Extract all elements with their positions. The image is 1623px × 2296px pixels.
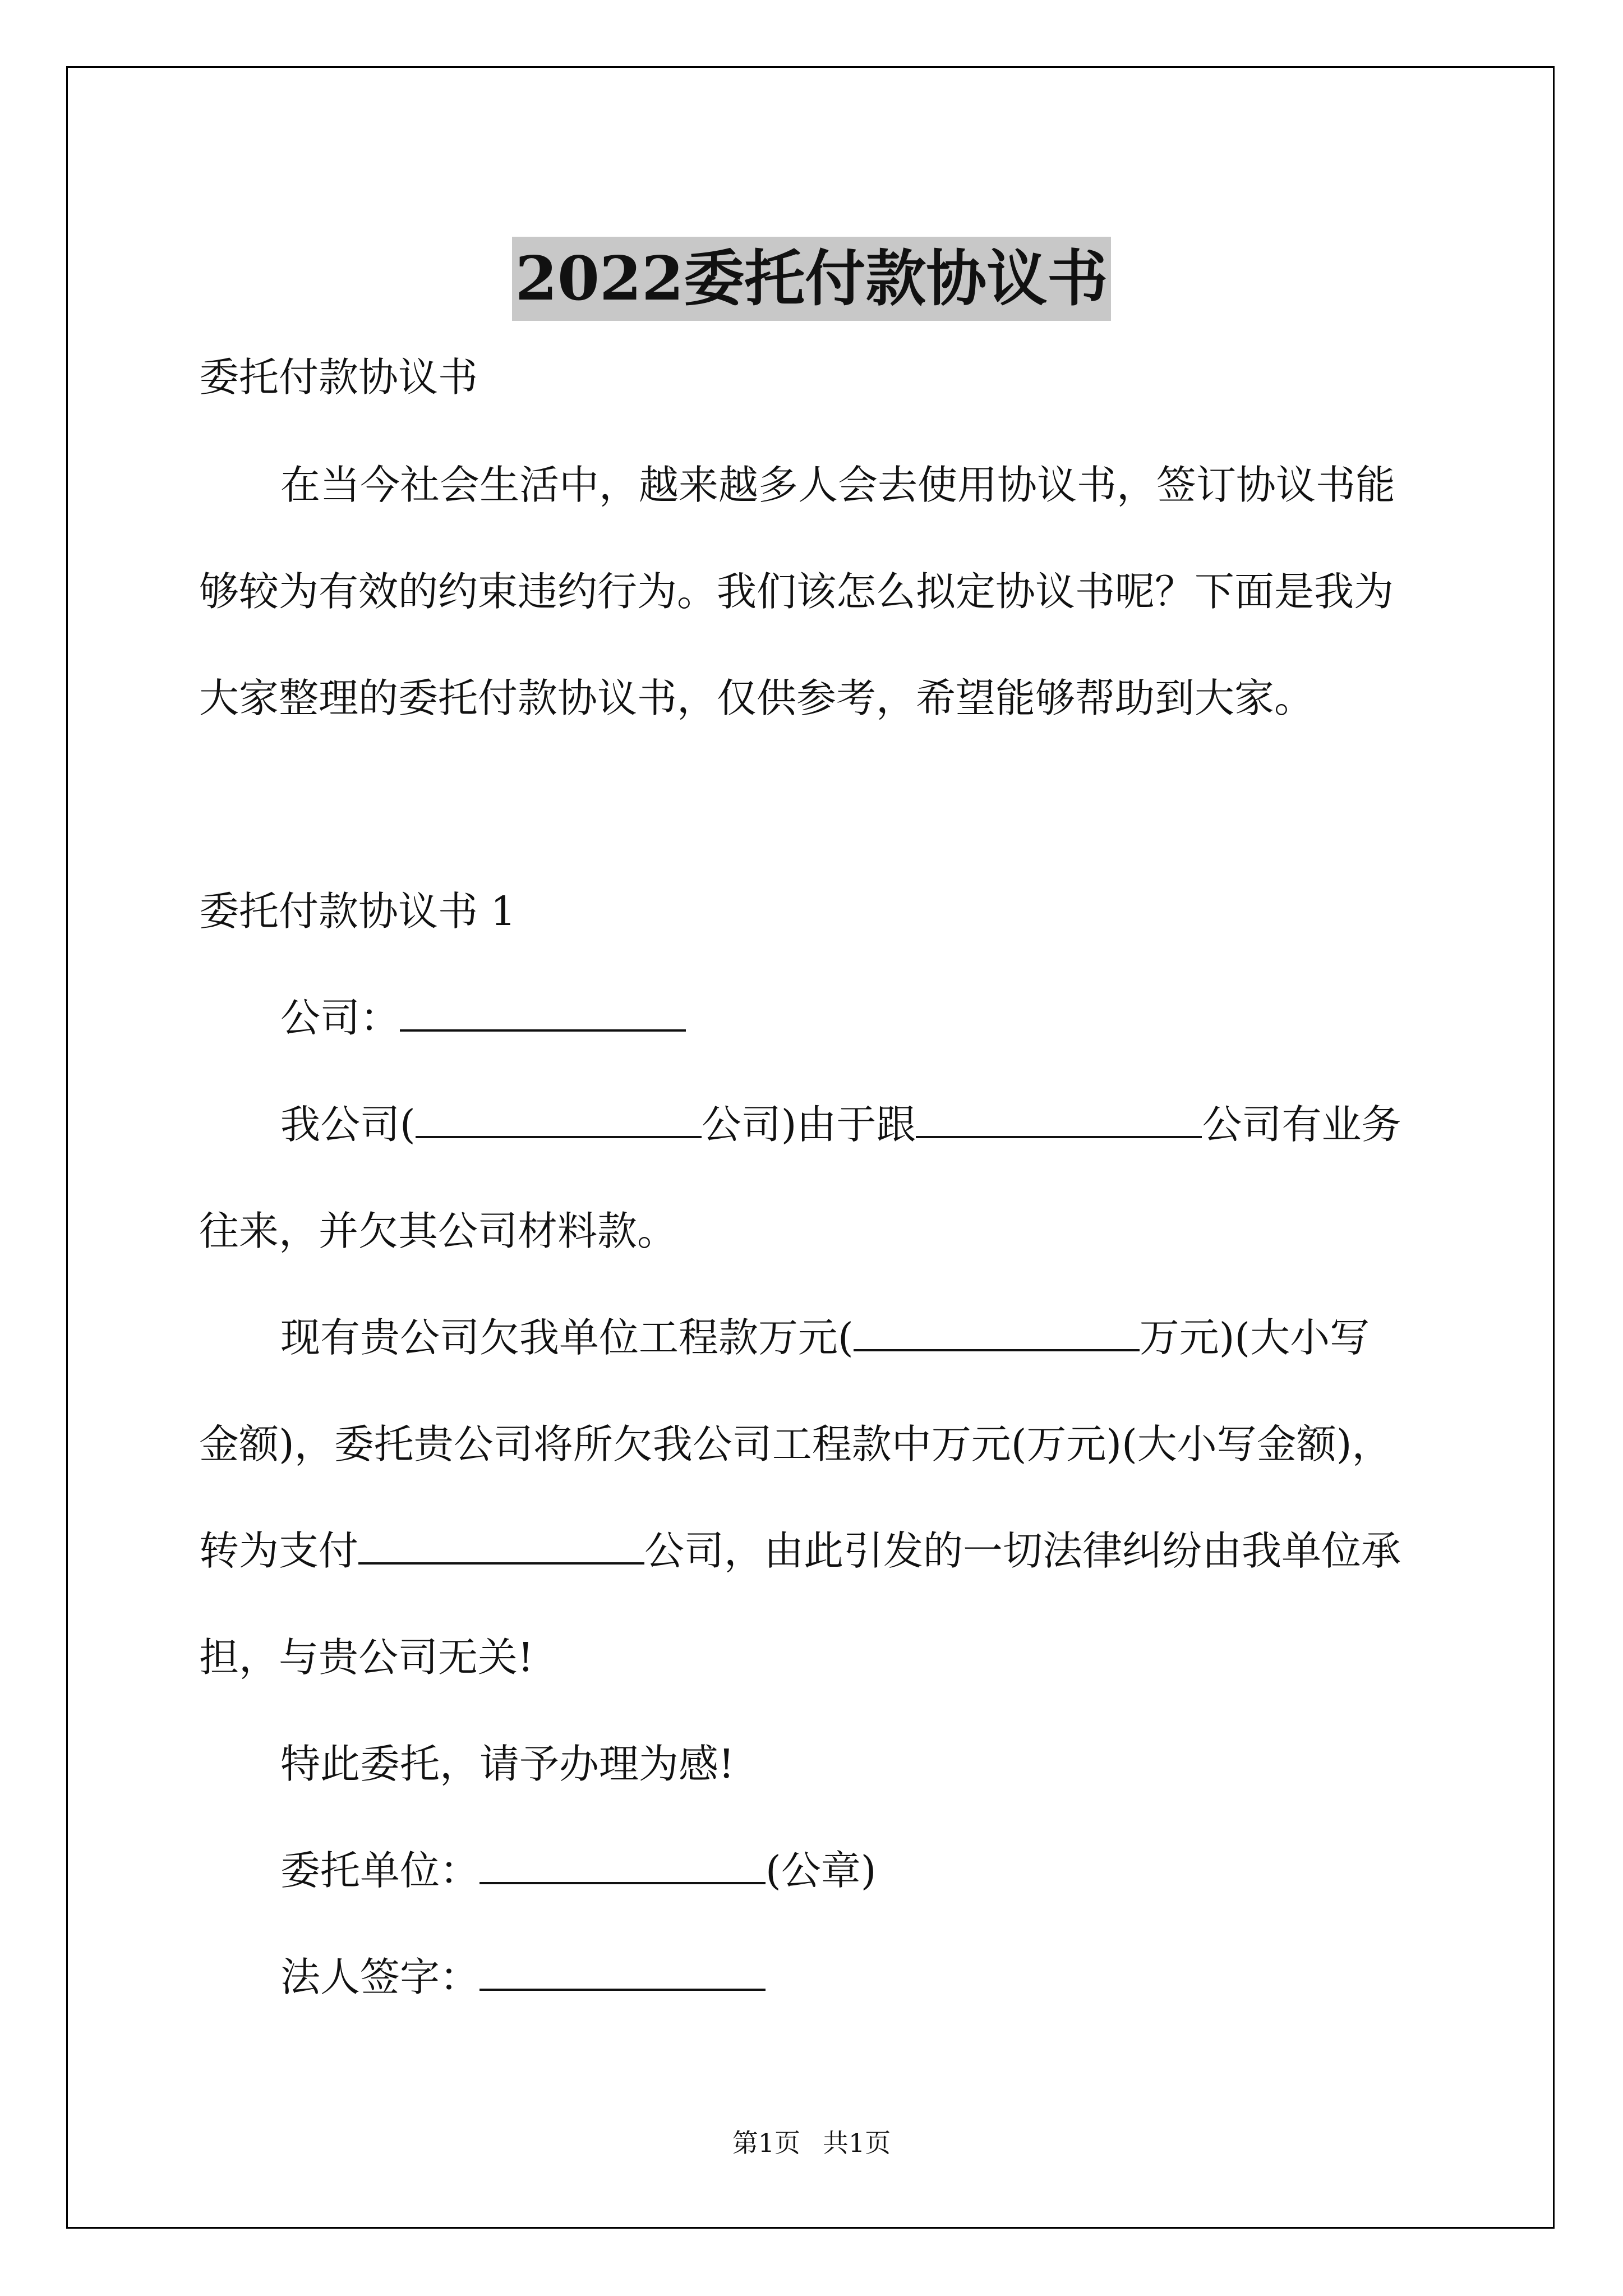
company-blank <box>400 993 686 1032</box>
para1-part3: 公司有业务 <box>1202 1101 1401 1148</box>
para1-line-2: 往来，并欠其公司材料款。 <box>199 1208 677 1254</box>
page-number: 第1页 <box>732 2128 800 2158</box>
client-line <box>280 1843 876 1899</box>
para1-part2: 公司)由于跟 <box>701 1101 916 1148</box>
para2-part2: 万元)(大小写 <box>1139 1314 1370 1361</box>
client-label: 委托单位： <box>280 1847 480 1894</box>
intro-line-2: 够较为有效的约束违约行为。我们该怎么拟定协议书呢？下面是我为 <box>199 568 1394 615</box>
page-total: 共1页 <box>823 2128 891 2158</box>
amount-blank <box>854 1313 1140 1351</box>
para1-line-1 <box>280 1097 1401 1153</box>
own-company-blank <box>416 1100 702 1138</box>
section1-heading: 委托付款协议书 1 <box>199 888 516 935</box>
para2-line-2: 金额)，委托贵公司将所欠我公司工程款中万元(万元)(大小写金额)， <box>199 1421 1392 1467</box>
para2-line3-part2: 公司，由此引发的一切法律纠纷由我单位承 <box>644 1527 1401 1574</box>
partner-company-blank <box>916 1100 1202 1138</box>
intro-line-1: 在当今社会生活中，越来越多人会去使用协议书，签订协议书能 <box>280 462 1396 508</box>
para1-part1: 我公司( <box>280 1101 416 1148</box>
para2-line3-part1: 转为支付 <box>199 1527 359 1574</box>
company-line <box>280 990 686 1046</box>
intro-line-3: 大家整理的委托付款协议书，仅供参考，希望能够帮助到大家。 <box>199 675 1315 721</box>
intro-heading: 委托付款协议书 <box>199 354 478 401</box>
legal-signature-blank <box>479 1953 766 1991</box>
para2-line-1 <box>280 1310 1370 1366</box>
legal-label: 法人签字： <box>280 1954 480 2000</box>
client-blank <box>479 1846 766 1884</box>
para2-line-4: 担，与贵公司无关! <box>199 1634 534 1681</box>
para2-line-3 <box>199 1523 1401 1579</box>
client-seal: (公章) <box>766 1847 877 1894</box>
para2-part1: 现有贵公司欠我单位工程款万元( <box>280 1314 854 1361</box>
page-footer <box>0 2126 1623 2160</box>
closing-line: 特此委托，请予办理为感! <box>280 1741 735 1787</box>
title-container <box>0 196 1623 362</box>
legal-line <box>280 1949 766 2005</box>
company-label: 公司： <box>280 995 400 1041</box>
payee-company-blank <box>358 1526 644 1565</box>
document-title: 2022委托付款协议书 <box>512 237 1112 321</box>
